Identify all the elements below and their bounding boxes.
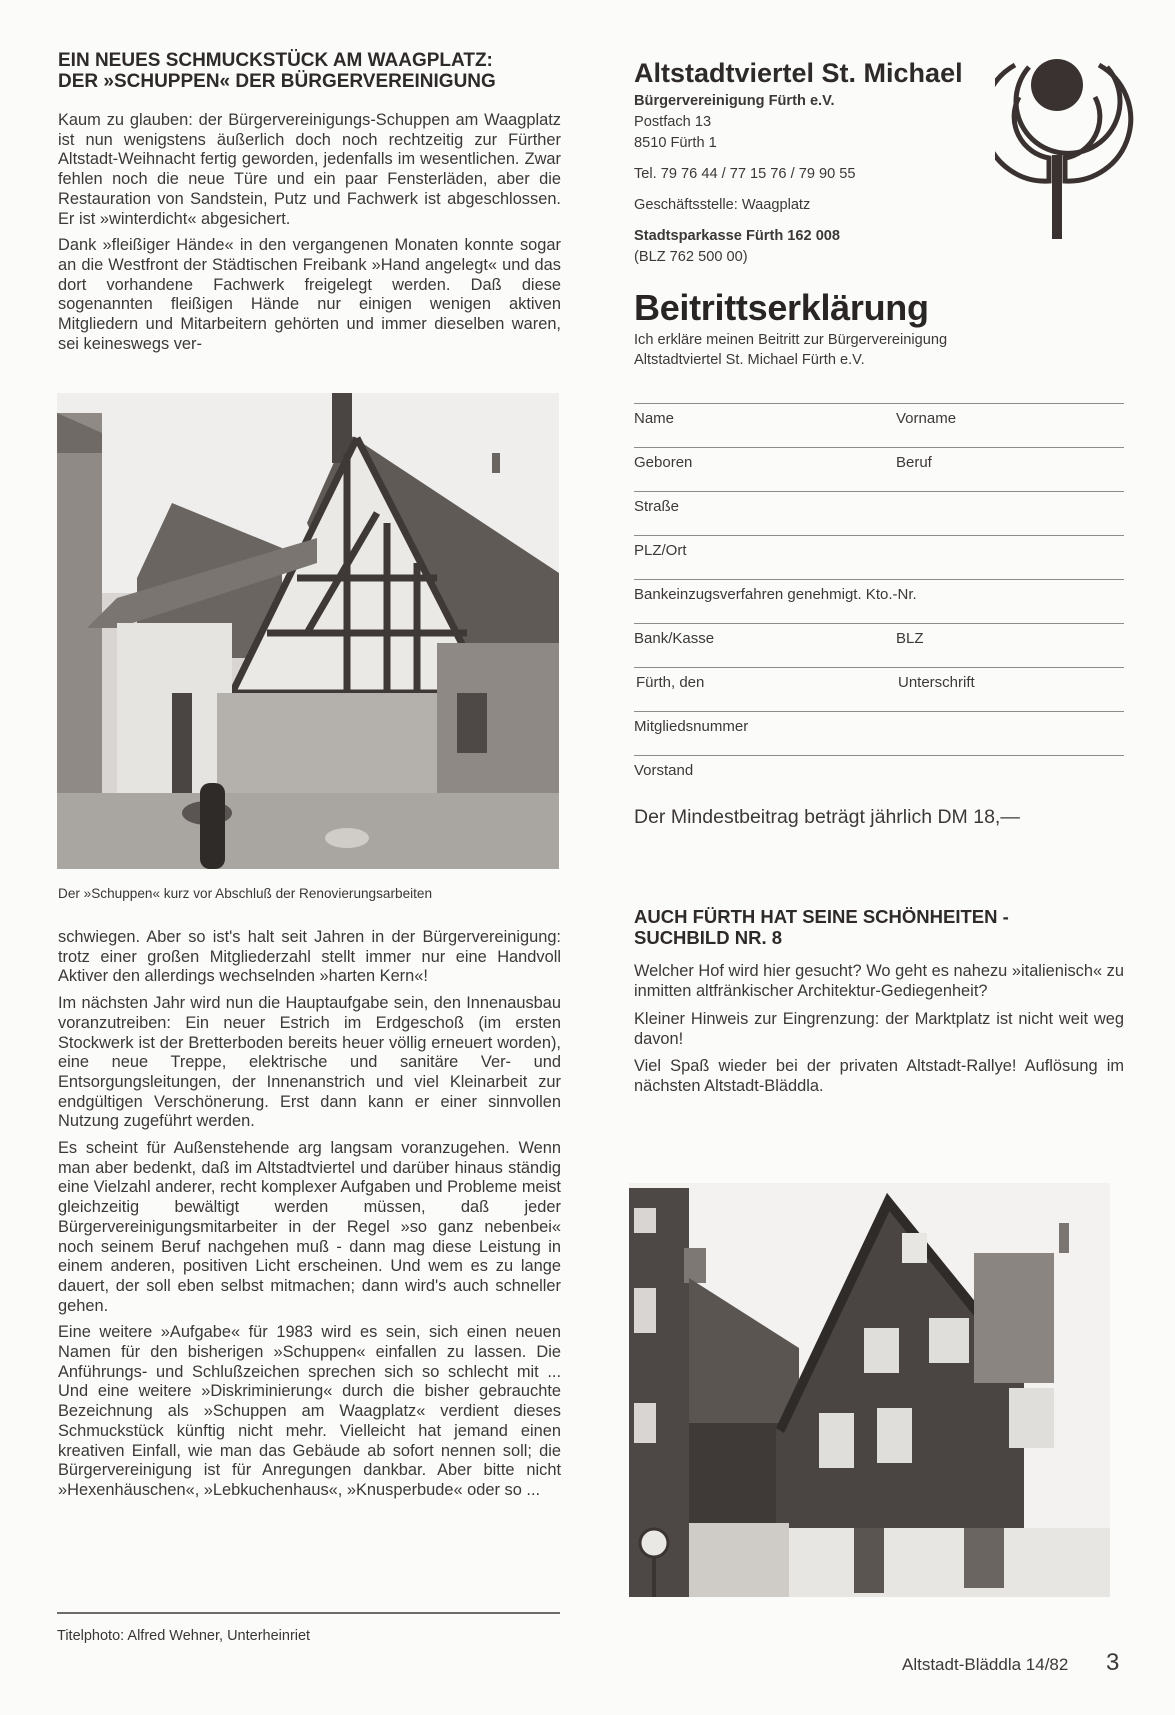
article-headline-line2: DER »SCHUPPEN« DER BÜRGERVEREINIGUNG	[58, 71, 496, 92]
puzzle-paragraph: Viel Spaß wieder bei der privaten Altstadt-Rallye! Auflösung im nächsten Altstadt-Bläddla.	[634, 1056, 1124, 1095]
puzzle-section	[634, 906, 1124, 1103]
footer-divider	[57, 1612, 560, 1614]
bank-code: (BLZ 762 500 00)	[634, 249, 748, 265]
puzzle-paragraph: Welcher Hof wird hier gesucht? Wo geht es nahezu »italienisch« zu inmitten altfränkischer Architektur-Gediegenheit?	[634, 962, 1124, 1000]
office: Geschäftsstelle: Waagplatz	[634, 197, 811, 213]
organization-subtitle: Bürgervereinigung Fürth e.V.	[634, 93, 835, 109]
photo-credit: Titelphoto: Alfred Wehner, Unterheinriet	[57, 1628, 311, 1644]
organization-name: Altstadtviertel St. Michael	[634, 58, 963, 88]
publication-name: Altstadt-Bläddla 14/82	[902, 1655, 1069, 1674]
field-label: Mitgliedsnummer	[634, 718, 749, 735]
article-paragraph: Dank »fleißiger Hände« in den vergangenen Monaten konnte sogar an die Westfront der Städtischen Freibank »Hand angelegt« und das dort vorhandene Fachwerk freigelegt werden. Daß diese sogenannten fleißigen Hände nur einigen wenigen aktiven Mitgliedern und Mitarbeitern gehörten und immer dieselben waren, sei keineswegs ver-	[58, 236, 561, 353]
article-paragraph: Es scheint für Außenstehende arg langsam voranzugehen. Wenn man aber bedenkt, daß im Altstadtviertel und darüber hinaus ständig eine Vielzahl anderer, recht komplexer Aufgaben und Probleme meist gleichzeitig bewältigt werden müssen, daß jeder Bürgervereinigungsmitarbeiter in der Regel »so ganz nebenbei« noch seinem Beruf nachgehen muß - dann mag diese Leistung in einem anderen, positiven Licht erscheinen. Und wem es zu lange dauert, der soll eben selbst mitmachen; dann wird's auch schneller gehen.	[58, 1139, 561, 1315]
article-body-top	[58, 111, 561, 361]
field-label: Beruf	[896, 454, 932, 471]
address-line1: Postfach 13	[634, 114, 712, 130]
form-title: Beitrittserklärung	[634, 287, 929, 328]
field-label: Bankeinzugsverfahren genehmigt. Kto.-Nr.	[634, 586, 917, 603]
field-label: Geboren	[634, 454, 693, 471]
field-label: Name	[634, 410, 675, 427]
field-label: BLZ	[896, 630, 924, 647]
photo-caption: Der »Schuppen« kurz vor Abschluß der Renovierungsarbeiten	[58, 886, 433, 901]
article-paragraph: Im nächsten Jahr wird nun die Hauptaufgabe sein, den Innenausbau voranzutreiben: Ein neuer Estrich im Erdgeschoß (im ersten Stockwerk ist der Bretterboden bereits heuer völlig erneuert worden), eine neue Treppe, elektrische und sanitäre Ver- und Entsorgungsleitungen, der Innenanstrich und viel Kleinarbeit zur endgültigen Verschönerung. Erst dann kann er einer sinnvollen Nutzung zugeführt werden.	[58, 994, 561, 1131]
puzzle-headline-line2: SUCHBILD NR. 8	[634, 927, 783, 948]
puzzle-paragraph: Kleiner Hinweis zur Eingrenzung: der Marktplatz ist nicht weit weg davon!	[634, 1010, 1124, 1049]
field-label: Vorname	[896, 410, 957, 427]
field-label: Unterschrift	[898, 674, 975, 691]
form-intro-line2: Altstadtviertel St. Michael Fürth e.V.	[634, 352, 865, 368]
field-label: Straße	[634, 498, 680, 515]
field-label: Vorstand	[634, 762, 694, 779]
field-label: Bank/Kasse	[634, 630, 715, 647]
address-line2: 8510 Fürth 1	[634, 135, 717, 151]
page-number: 3	[1106, 1649, 1120, 1676]
article-headline	[58, 50, 561, 92]
form-row-bank[interactable]	[634, 623, 1124, 668]
form-row-name[interactable]	[634, 403, 1124, 448]
form-row-account[interactable]	[634, 579, 1124, 624]
st-michael-logo-icon	[995, 55, 1135, 240]
schuppen-photo	[57, 393, 559, 869]
form-row-street[interactable]	[634, 491, 1124, 536]
article-paragraph: schwiegen. Aber so ist's halt seit Jahren in der Bürgervereinigung: trotz einer großen Mitgliederzahl stellt immer nur eine Handvoll Aktiver den allerdings wechselnden »harten Kern«!	[58, 928, 561, 986]
article-paragraph: Eine weitere »Aufgabe« für 1983 wird es sein, sich einen neuen Namen für den bisherigen »Schuppen« einfallen zu lassen. Die Anführungs- und Schlußzeichen sprechen sich so schlecht mit ... Und eine weitere »Diskriminierung« durch die bisher gebrauchte Bezeichnung als »Schuppen am Waagplatz« verdient dieses Schmuckstück künftig nicht mehr. Vielleicht hat jemand einen kreativen Einfall, wie man das Gebäude ab sofort nennen soll; die Bürgervereinigung ist für Anregungen dankbar. Aber bitte nicht »Hexenhäuschen«, »Lebkuchenhaus«, »Knusperbude« oder so ...	[58, 1323, 561, 1499]
phone: Tel. 79 76 44 / 77 15 76 / 79 90 55	[634, 166, 856, 182]
form-intro-line1: Ich erkläre meinen Beitritt zur Bürgervereinigung	[634, 332, 948, 348]
form-row-born[interactable]	[634, 447, 1124, 492]
field-label: PLZ/Ort	[634, 542, 687, 559]
form-row-board[interactable]	[634, 755, 1124, 786]
article-body-bottom	[58, 928, 561, 1508]
membership-form-header	[634, 288, 1124, 370]
membership-form	[634, 403, 1124, 779]
puzzle-headline-line1: AUCH FÜRTH HAT SEINE SCHÖNHEITEN -	[634, 906, 1009, 927]
form-row-signature[interactable]	[634, 667, 1124, 712]
article-headline-line1: EIN NEUES SCHMUCKSTÜCK AM WAAGPLATZ:	[58, 50, 493, 71]
article-paragraph: Kaum zu glauben: der Bürgervereinigungs-Schuppen am Waagplatz ist nun wenigstens äußerlich doch noch rechtzeitig zur Fürther Altstadt-Weihnacht fertig geworden, jedenfalls im wesentlichen. Zwar fehlen noch die neue Türe und ein paar Fensterläden, aber die Restauration von Sandstein, Putz und Fachwerk ist abgeschlossen. Er ist »winterdicht« abgesichert.	[58, 111, 561, 228]
form-row-city[interactable]	[634, 535, 1124, 580]
form-row-member-number[interactable]	[634, 711, 1124, 756]
field-label: Fürth, den	[636, 674, 705, 691]
bank-account: Stadtsparkasse Fürth 162 008	[634, 228, 841, 244]
puzzle-photo	[629, 1183, 1110, 1597]
minimum-fee: Der Mindestbeitrag beträgt jährlich DM 18,—	[634, 806, 1020, 828]
